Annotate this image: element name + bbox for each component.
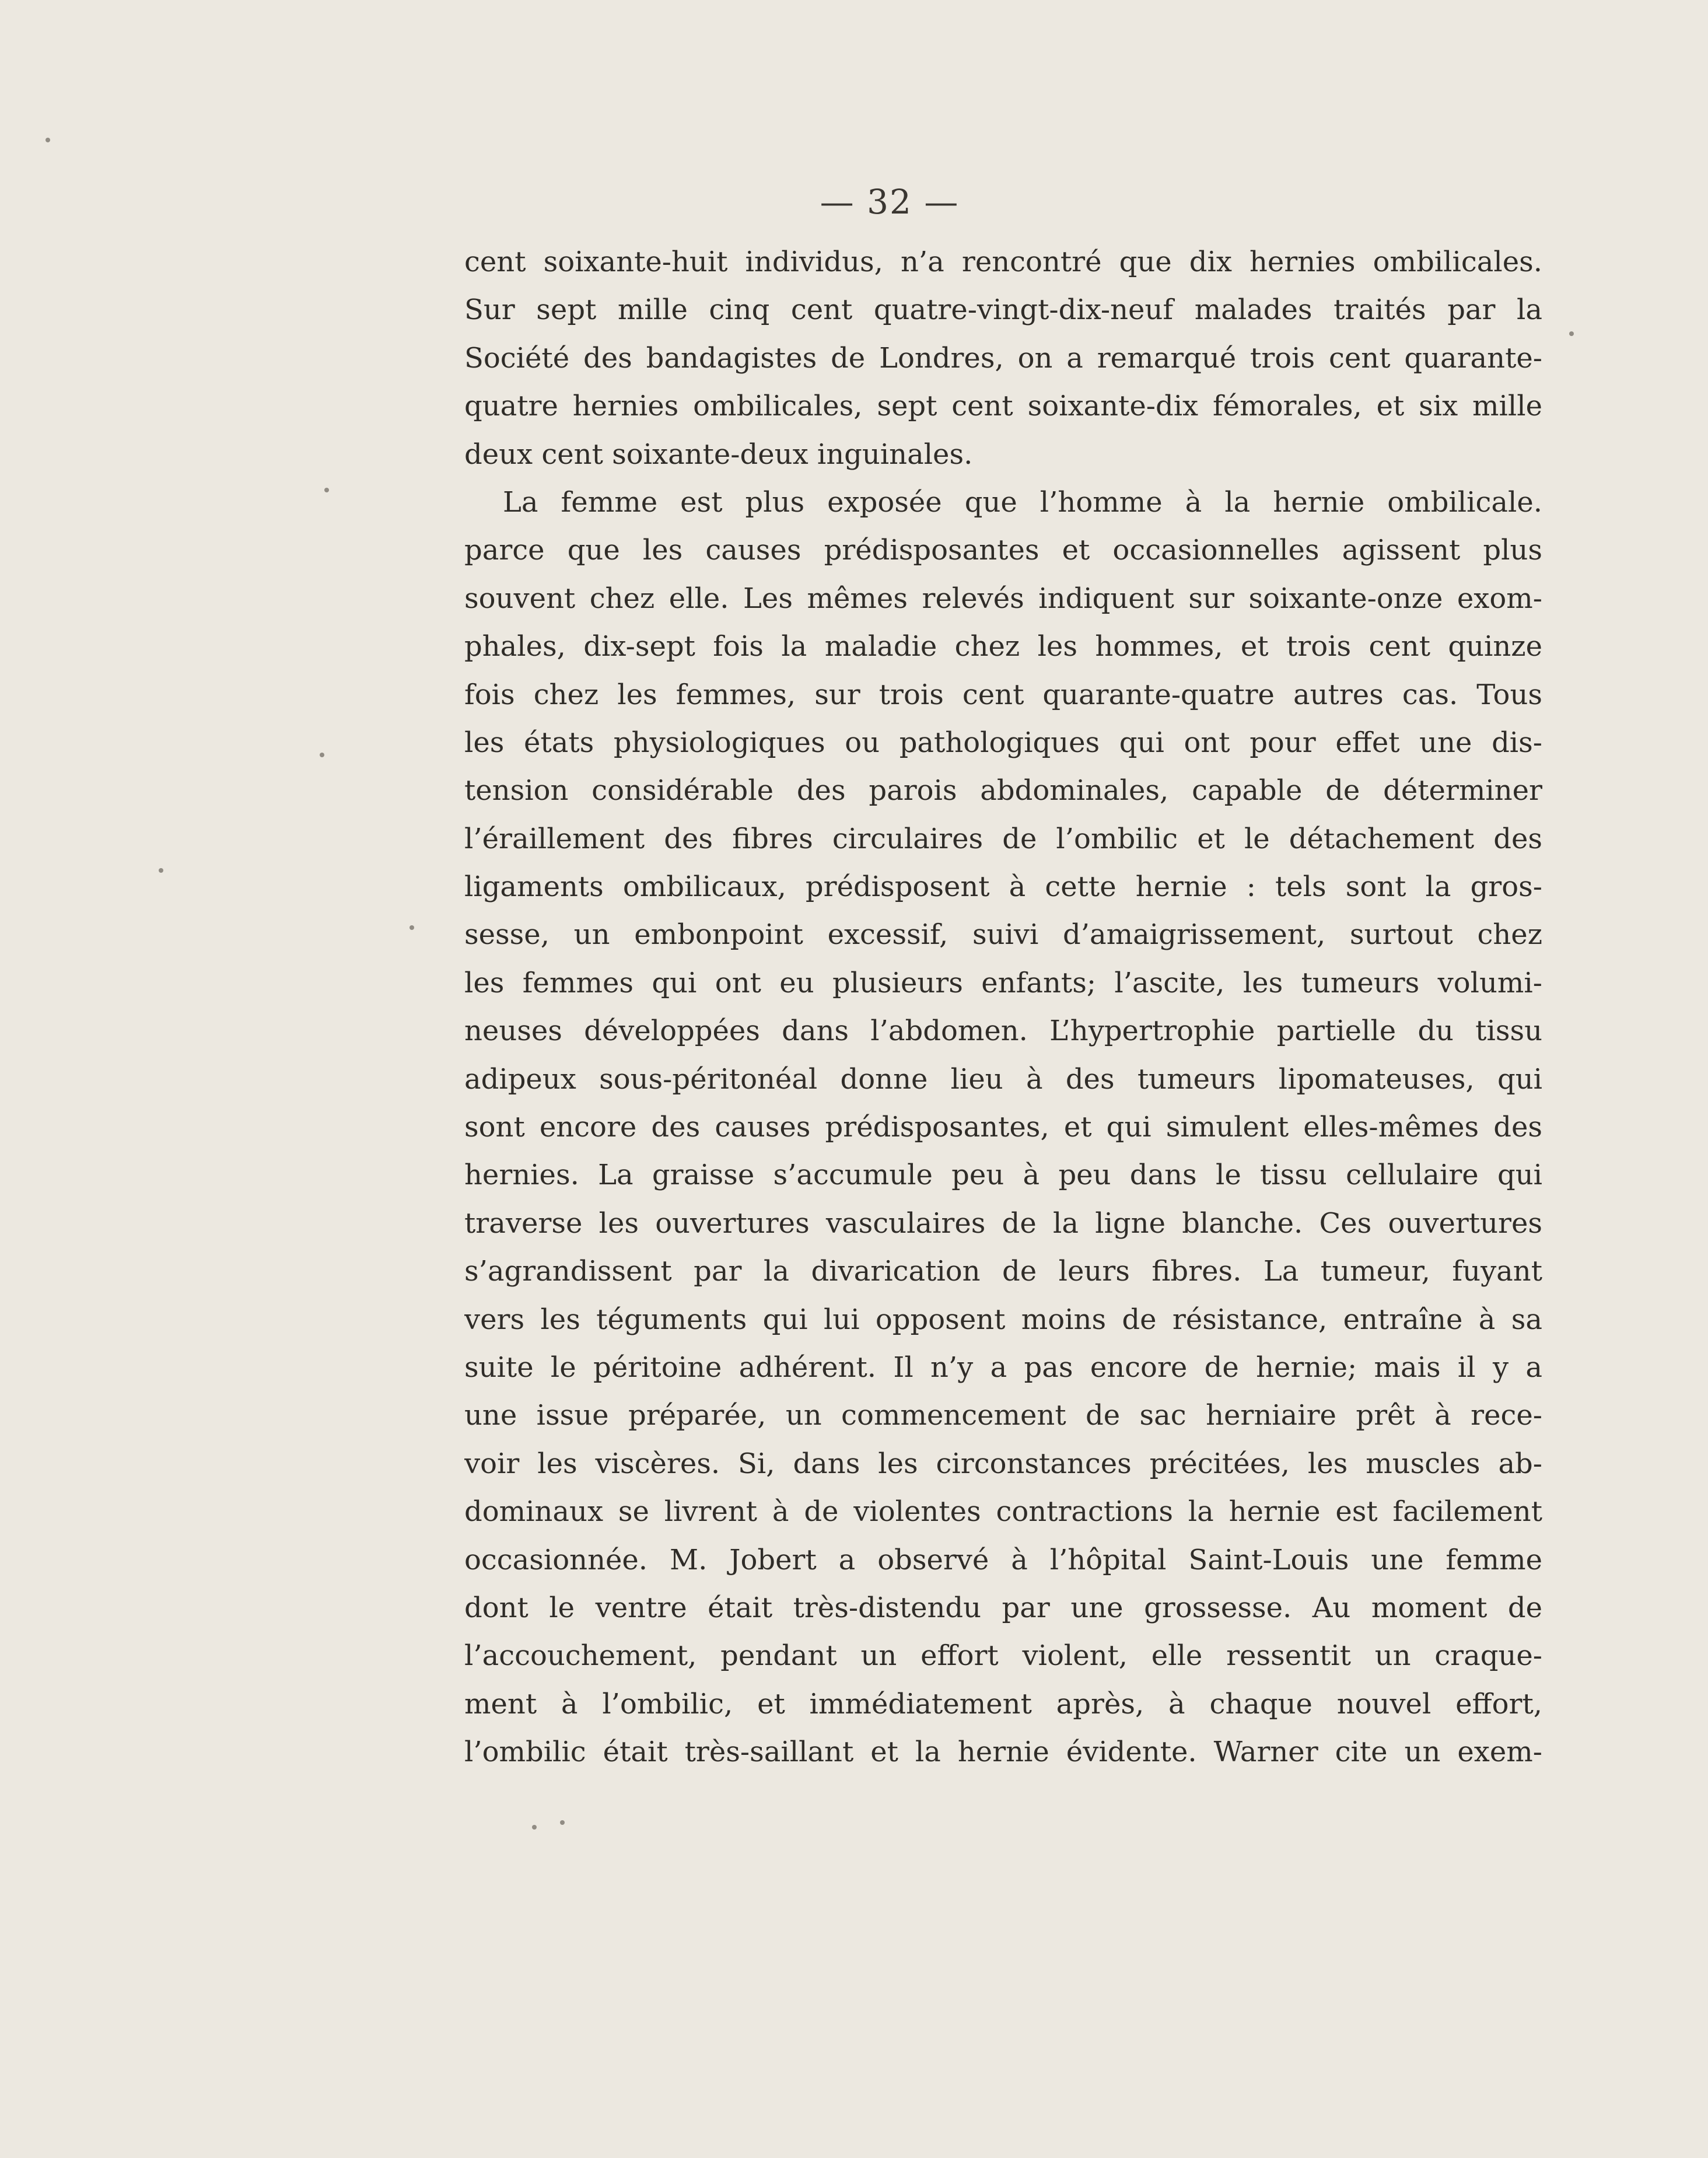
text-line: suite le péritoine adhérent. Il n’y a pas encore de hernie; mais il y a <box>464 1351 1542 1384</box>
text-line: dont le ventre était très-distendu par une grossesse. Au moment de <box>464 1591 1542 1624</box>
page-number: — 32 — <box>820 182 960 222</box>
text-line: fois chez les femmes, sur trois cent quarante-quatre autres cas. Tous <box>464 678 1542 711</box>
text-line: La femme est plus exposée que l’homme à la hernie ombilicale. <box>503 485 1542 519</box>
text-line: occasionnée. M. Jobert a observé à l’hôpital Saint-Louis une femme <box>464 1543 1542 1576</box>
text-line: voir les viscères. Si, dans les circonstances précitées, les muscles ab- <box>464 1447 1542 1480</box>
text-line: Société des bandagistes de Londres, on a remarqué trois cent quarante- <box>464 341 1542 375</box>
paper-speck <box>159 868 163 873</box>
text-line: ment à l’ombilic, et immédiatement après, à chaque nouvel effort, <box>464 1687 1542 1720</box>
text-line: neuses développées dans l’abdomen. L’hypertrophie partielle du tissu <box>464 1015 1542 1048</box>
text-line: l’éraillement des fibres circulaires de l’ombilic et le détachement des <box>464 822 1542 855</box>
text-line: adipeux sous-péritonéal donne lieu à des tumeurs lipomateuses, qui <box>464 1062 1542 1096</box>
text-line: dominaux se livrent à de violentes contractions la hernie est facilement <box>464 1495 1542 1529</box>
text-line: les femmes qui ont eu plusieurs enfants; l’ascite, les tumeurs volumi- <box>464 966 1542 999</box>
text-line: phales, dix-sept fois la maladie chez les hommes, et trois cent quinze <box>464 630 1542 663</box>
text-line: sont encore des causes prédisposantes, et qui simulent elles-mêmes des <box>464 1111 1542 1144</box>
text-line: l’ombilic était très-saillant et la hernie évidente. Warner cite un exem- <box>464 1736 1542 1769</box>
paper-speck <box>324 488 329 492</box>
paper-speck <box>320 753 324 757</box>
text-line: parce que les causes prédisposantes et occasionnelles agissent plus <box>464 534 1542 567</box>
paper-speck <box>46 138 50 142</box>
text-line: l’accouchement, pendant un effort violent, elle ressentit un craque- <box>464 1639 1542 1673</box>
text-line: les états physiologiques ou pathologiques qui ont pour effet une dis- <box>464 726 1542 759</box>
text-line: une issue préparée, un commencement de sac herniaire prêt à rece- <box>464 1399 1542 1432</box>
text-line: vers les téguments qui lui opposent moins de résistance, entraîne à sa <box>464 1303 1542 1336</box>
text-line: deux cent soixante-deux inguinales. <box>464 438 973 471</box>
paper-speck <box>1569 331 1574 336</box>
text-line: ligaments ombilicaux, prédisposent à cette hernie : tels sont la gros- <box>464 870 1542 904</box>
text-line: Sur sept mille cinq cent quatre-vingt-dix-neuf malades traités par la <box>464 293 1542 327</box>
paper-speck <box>532 1825 537 1830</box>
text-line: cent soixante-huit individus, n’a rencontré que dix hernies ombilicales. <box>464 246 1542 278</box>
text-line: s’agrandissent par la divarication de leurs fibres. La tumeur, fuyant <box>464 1255 1542 1288</box>
text-line: traverse les ouvertures vasculaires de la ligne blanche. Ces ouvertures <box>464 1206 1542 1240</box>
text-line: hernies. La graisse s’accumule peu à peu dans le tissu cellulaire qui <box>464 1159 1542 1192</box>
text-line: sesse, un embonpoint excessif, suivi d’amaigrissement, surtout chez <box>464 918 1542 952</box>
paper-speck <box>410 925 414 930</box>
text-line: quatre hernies ombilicales, sept cent soixante-dix fémorales, et six mille <box>464 390 1542 423</box>
text-line: tension considérable des parois abdominales, capable de déterminer <box>464 774 1542 807</box>
body-text <box>464 238 1542 1776</box>
text-line: souvent chez elle. Les mêmes relevés indiquent sur soixante-onze exom- <box>464 582 1542 615</box>
paper-speck <box>560 1820 565 1825</box>
